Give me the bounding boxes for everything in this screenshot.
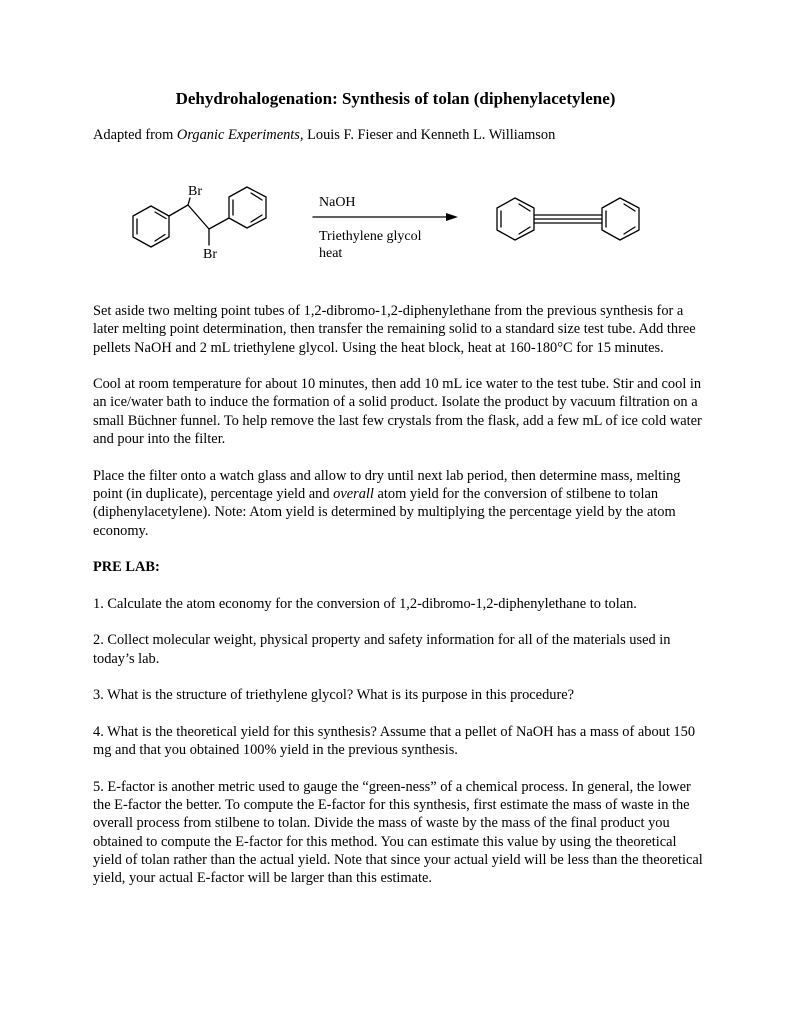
procedure-paragraph-1: Set aside two melting point tubes of 1,2-dibromo-1,2-diphenylethane from the previous synthesis for a later melting point determination, then transfer the remaining solid to a standard size test tube. Add three pellets NaOH and 2 mL triethylene glycol. Using the heat block, heat at 160-180°C for 15 minutes. — [93, 303, 696, 356]
credit-prefix: Adapted from — [93, 127, 177, 143]
document-body — [93, 302, 705, 906]
reagent-label: NaOH — [319, 195, 356, 210]
triple-bond — [534, 215, 602, 223]
credit-book-title: Organic Experiments — [176, 127, 300, 143]
condition-label: heat — [319, 246, 343, 261]
prelab-question-1: 1. Calculate the atom economy for the conversion of 1,2-dibromo-1,2-diphenylethane to tolan. — [93, 595, 637, 612]
emphasis-overall: overall — [333, 485, 374, 502]
procedure-paragraph-3-end: atom yield for the conversion of stilbene to tolan (diphenylacetylene). Note: Atom yield is determined by multiplying the percentage yield by the atom economy. — [93, 485, 676, 539]
product-left-phenyl-ring — [497, 198, 534, 240]
prelab-question-2: 2. Collect molecular weight, physical property and safety information for all of the materials used in today’s lab. — [93, 632, 671, 667]
bromine-label-bottom: Br — [203, 247, 217, 262]
dibromoethane-chain — [169, 198, 229, 245]
procedure-paragraph-2: Cool at room temperature for about 10 minutes, then add 10 mL ice water to the test tube. Stir and cool in an ice/water bath to induce the formation of a solid product. Isolate the product by vacuum filtration on a small Büchner funnel. To help remove the last few crystals from the flask, add a few mL of ice cold water and pour into the filter. — [93, 376, 702, 448]
solvent-label: Triethylene glycol — [319, 229, 422, 244]
procedure-paragraph-3 — [93, 467, 705, 540]
arrow-head — [446, 213, 458, 221]
right-phenyl-ring — [229, 187, 266, 228]
page-title: Dehydrohalogenation: Synthesis of tolan (diphenylacetylene) — [175, 89, 616, 108]
prelab-question-3: 3. What is the structure of triethylene glycol? What is its purpose in this procedure? — [93, 687, 575, 704]
prelab-question-4: 4. What is the theoretical yield for this synthesis? Assume that a pellet of NaOH has a mass of about 150 mg and that you obtained 100% yield in the previous synthesis. — [93, 723, 696, 759]
procedure-paragraph-3-start: Place the filter onto a watch glass and allow to dry until next lab period, then determine mass, melting point (in duplicate), percentage yield and — [93, 467, 681, 502]
prelab-heading: PRE LAB: — [93, 559, 160, 576]
left-phenyl-ring — [133, 206, 169, 247]
prelab-question-5: 5. E-factor is another metric used to gauge the “green-ness” of a chemical process. In general, the lower the E-factor the better. To compute the E-factor for this synthesis, first estimate the mass of waste in the overall process from stilbene to tolan. Divide the mass of waste by the mass of the final product you obtained to compute the E-factor for this method. You can estimate this value by using the theoretical yield of tolan rather than the actual yield. Note that since your actual yield will be less than the theoretical yield, your actual E-factor will be larger than this estimate. — [93, 778, 703, 887]
source-credit — [93, 126, 713, 144]
reaction-scheme — [0, 168, 791, 278]
bromine-label-top: Br — [188, 184, 202, 199]
credit-authors: , Louis F. Fieser and Kenneth L. Williamson — [299, 127, 556, 143]
product-right-phenyl-ring — [602, 198, 639, 240]
